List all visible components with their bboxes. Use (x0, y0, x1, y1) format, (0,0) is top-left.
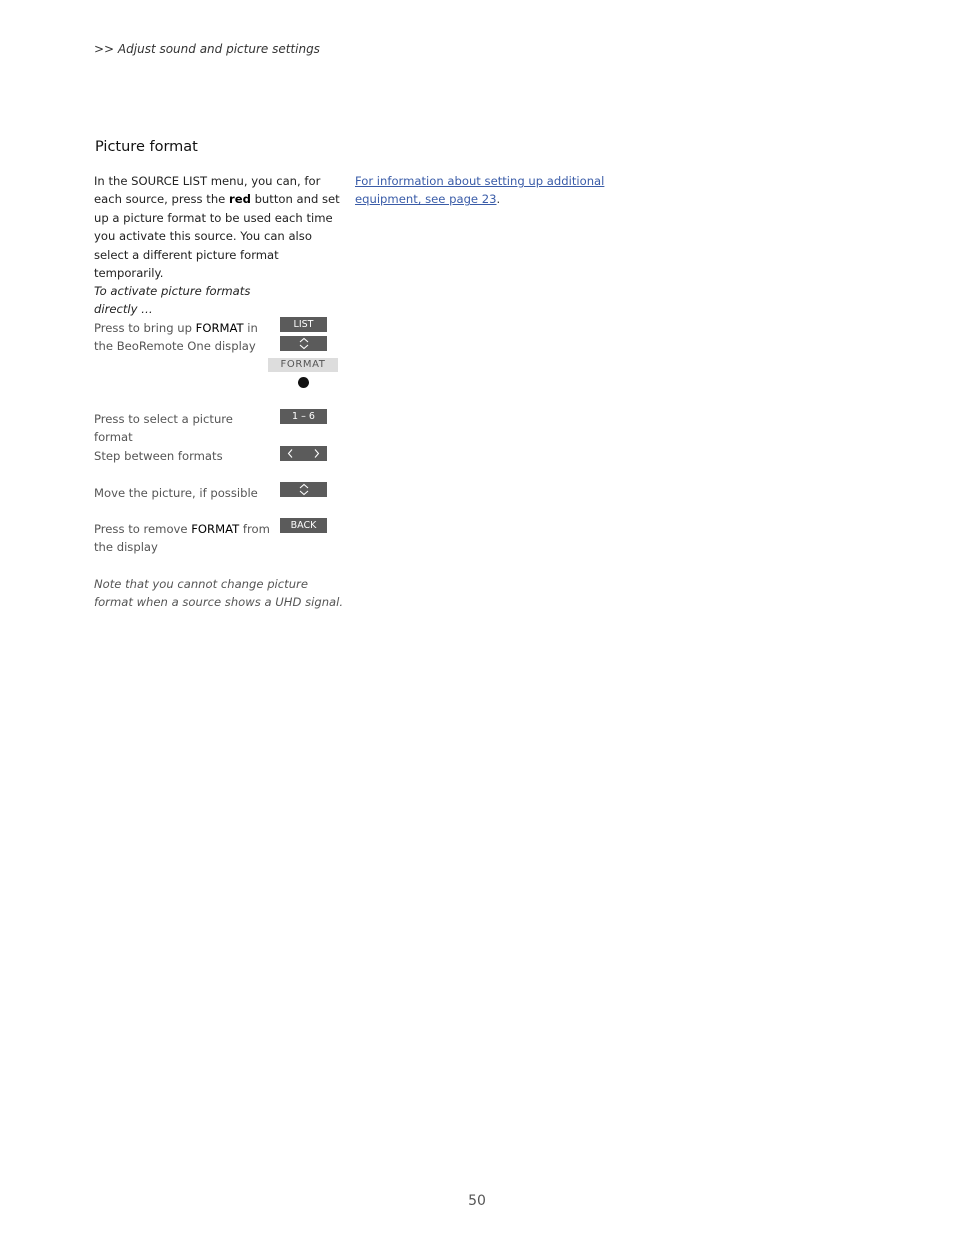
section-heading: Picture format (95, 139, 198, 155)
side-note-period: . (496, 192, 501, 207)
intro-text-1: In the SOURCE LIST menu, you can, for each source, press the (94, 174, 321, 207)
step-text-pre: Press to remove (94, 522, 192, 536)
step-between-formats: Step between formats (94, 449, 223, 463)
left-right-key (280, 446, 327, 461)
up-down-arrows-icon (298, 336, 310, 351)
step-bring-up-format (94, 319, 270, 356)
sub-heading: To activate picture formats directly … (94, 284, 251, 317)
list-key: LIST (280, 317, 327, 332)
step-keyword: FORMAT (191, 522, 240, 536)
intro-red-word: red (229, 192, 251, 207)
step-select-format: Press to select a picture format (94, 412, 233, 445)
back-key: BACK (280, 518, 327, 533)
uhd-note: Note that you cannot change picture format when a source shows a UHD signal. (94, 577, 344, 610)
step-keyword: FORMAT (195, 321, 244, 335)
up-down-key (280, 336, 327, 351)
red-button-icon (298, 377, 309, 388)
step-remove-format (94, 520, 270, 557)
side-note (355, 172, 605, 209)
up-down-key (280, 482, 327, 497)
intro-paragraph (94, 172, 344, 282)
format-display-label: FORMAT (268, 358, 338, 372)
up-down-arrows-icon (298, 482, 310, 497)
step-text-post: from the display (94, 522, 270, 555)
left-right-arrows-icon (280, 446, 327, 461)
step-text-post: in the BeoRemote One display (94, 321, 258, 354)
intro-text-2: button and set up a picture format to be used each time you activate this source. You can also select a different picture format temporarily. (94, 192, 340, 281)
breadcrumb: >> Adjust sound and picture settings (94, 42, 320, 56)
step-text-pre: Press to bring up (94, 321, 196, 335)
step-move-picture: Move the picture, if possible (94, 486, 258, 500)
page-reference-link[interactable]: For information about setting up additional equipment, see page 23 (355, 174, 605, 207)
page-number: 50 (468, 1193, 486, 1209)
number-key: 1 – 6 (280, 409, 327, 424)
